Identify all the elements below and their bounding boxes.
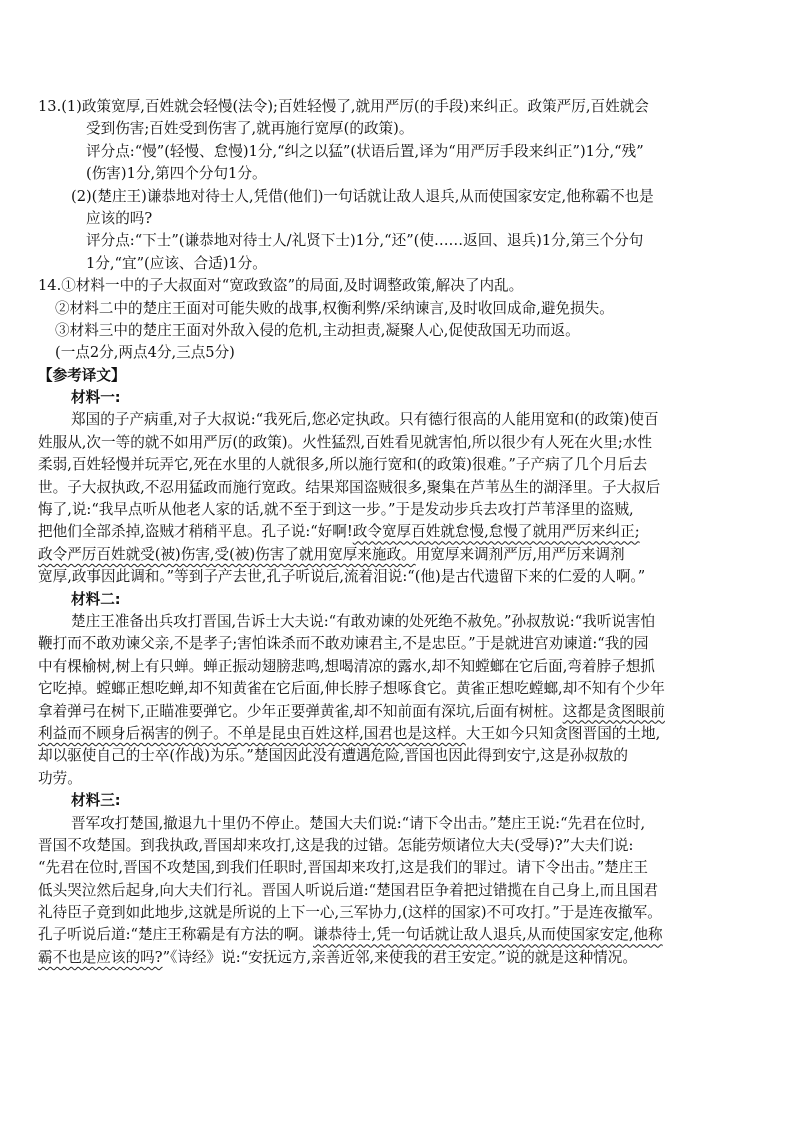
material1-key-sentence: 政令宽厚百姓就怠慢,怠慢了就用严厉来纠正; [352,523,640,541]
q13-part2-line2: 应该的吗? [86,209,153,227]
material2-line [38,701,764,723]
material2-line: 楚庄王准备出兵攻打晋国,告诉士大夫说:“有敢劝谏的处死绝不赦免。”孙叔敖说:“我听说害怕 [71,612,656,630]
material3-text: 孔子听说后道:“楚庄王称霸是有方法的啊。 [38,926,314,944]
material2-line: 功劳。 [38,769,82,787]
answer-page [38,96,764,969]
q13-part1-score2: (伤害)1分,第四个分句1分。 [86,165,267,183]
material3-line [38,924,764,946]
material2-text: 拿着弹弓在树下,正瞄准要弹它。少年正要弹黄雀,却不知前面有深坑,后面有树桩。 [38,702,563,720]
material1-line: 柔弱,百姓轻慢并玩弄它,死在水里的人就很多,所以施行宽和(的政策)很难。”子产病了几个月后去 [38,456,648,474]
q13-part2-line1: (2)(楚庄王)谦恭地对待士人,凭借(他们)一句话就让敌人退兵,从而使国家安定,他称霸不也是 [71,187,654,205]
material2-line: 鞭打而不敢劝谏父亲,不是孝子;害怕诛杀而不敢劝谏君主,不是忠臣。”于是就进宫劝谏道:“我的园 [38,635,649,653]
material2-title: 材料二: [71,590,121,608]
material2-text: 大王如今只知贪图晋国的土地, [465,724,661,742]
material2-line [38,723,764,745]
q14-line3: ③材料三中的楚庄王面对外敌入侵的危机,主动担责,凝聚人心,促使敌国无功而返。 [55,321,580,339]
material2-key-sentence: 利益而不顾身后祸害的例子。不单是昆虫百姓这样,国君也是这样。 [38,724,466,742]
material1-line: 郑国的子产病重,对子大叔说:“我死后,您必定执政。只有德行很高的人能用宽和(的政策)使百 [71,411,659,429]
material2-key-sentence: 这都是贪图眼前 [562,702,665,720]
translation-heading: 【参考译文】 [38,366,126,384]
material3-text: ”《诗经》说:“安抚远方,亲善近邻,来使我的君王安定。”说的就是这种情况。 [162,948,637,966]
material3-title: 材料三: [71,792,121,810]
q13-part2-score1: 评分点:“下士”(谦恭地对待士人/礼贤下士)1分,“还”(使……返回、退兵)1分,第三个分句 [86,232,644,250]
material1-text: 把他们全部杀掉,盗贼才稍稍平息。孔子说:“好啊! [38,523,353,541]
q14-line1: 14.①材料一中的子大叔面对“宽政致盗”的局面,及时调整政策,解决了内乱。 [38,277,524,295]
material1-line: 宽厚,政事因此调和。”等到子产去世,孔子听说后,流着泪说:“(他)是古代遗留下来的仁爱的人啊。” [38,568,646,586]
material1-line: 世。子大叔执政,不忍用猛政而施行宽政。结果郑国盗贼很多,聚集在芦苇丛生的湖泽里。子大叔后 [38,478,661,496]
q14-line2: ②材料二中的楚庄王面对可能失败的战事,权衡利弊/采纳谏言,及时收回成命,避免损失。 [55,299,614,317]
q13-part1-score1: 评分点:“慢”(轻慢、怠慢)1分,“纠之以猛”(状语后置,译为“用严厉手段来纠正”)1分,“残” [86,142,644,160]
material2-line: 中有棵榆树,树上有只蝉。蝉正振动翅膀悲鸣,想喝清凉的露水,却不知螳螂在它后面,弯着脖子想抓 [38,657,655,675]
q14-line4: (一点2分,两点4分,三点5分) [55,344,235,362]
material1-text: 用宽厚来调剂严厉,用严厉来调剂 [415,545,625,563]
q13-part1-line1: 13.(1)政策宽厚,百姓就会轻慢(法令);百姓轻慢了,就用严厉(的手段)来纠正。政策严厉,百姓就会 [38,98,649,115]
q13-part1-line2: 受到伤害;百姓受到伤害了,就再施行宽厚(的政策)。 [86,120,414,138]
material1-line [38,521,764,543]
material3-line [38,947,764,969]
material3-line: 晋国不攻楚国。到我执政,晋国却来攻打,这是我的过错。怎能劳烦诸位大夫(受辱)?”大夫们说: [38,836,634,854]
material1-line [38,544,764,566]
material1-line: 悔了,说:“我早点听从他老人家的话,就不至于到这一步。”于是发动步兵去攻打芦苇泽里的盗贼, [38,501,634,519]
material2-line: 它吃掉。螳螂正想吃蝉,却不知黄雀在它后面,伸长脖子想啄食它。黄雀正想吃螳螂,却不知有个少年 [38,680,665,698]
material1-key-sentence: 政令严厉百姓就受(被)伤害,受(被)伤害了就用宽厚来施政。 [38,545,416,563]
material2-line: 却以驱使自己的士卒(作战)为乐。”楚国因此没有遭遇危险,晋国也因此得到安宁,这是孙叔敖的 [38,747,628,765]
material1-title: 材料一: [71,389,121,407]
material3-line: 晋军攻打楚国,撤退九十里仍不停止。楚国大夫们说:“请下令出击。”楚庄王说:“先君在位时, [71,814,646,832]
material1-line: 姓服从,次一等的就不如用严厉(的政策)。火性猛烈,百姓看见就害怕,所以很少有人死在火里;水性 [38,433,652,451]
material3-key-sentence: 霸不也是应该的吗? [38,948,163,966]
material3-line: 低头哭泣然后起身,向大夫们行礼。晋国人听说后道:“楚国君臣争着把过错揽在自己身上,而且国君 [38,881,659,899]
material3-key-sentence: 谦恭待士,凭一句话就让敌人退兵,从而使国家安定,他称 [313,926,663,944]
material3-line: “先君在位时,晋国不攻楚国,到我们任职时,晋国却来攻打,这是我们的罪过。请下令出击。”楚庄王 [38,859,648,877]
material3-line: 礼待臣子竟到如此地步,这就是所说的上下一心,三军协力,(这样的国家)不可攻打。”于是连夜撤军。 [38,904,662,922]
q13-part2-score2: 1分,“宜”(应该、合适)1分。 [86,254,267,272]
